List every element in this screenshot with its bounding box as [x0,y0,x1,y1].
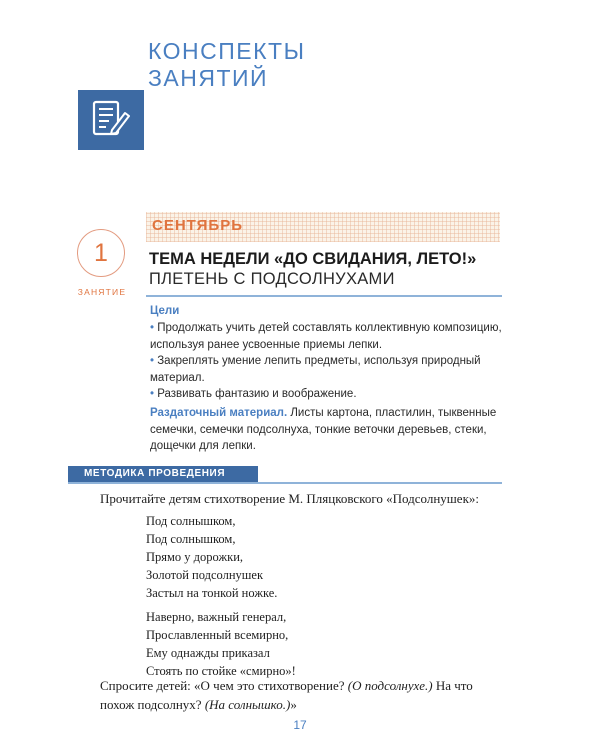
outro-answer: (На солнышко.) [204,697,291,712]
poem-line: Прямо у дорожки, [146,550,244,564]
method-divider [68,482,502,484]
goal-text: Продолжать учить детей составлять коллективную композицию, используя ранее усвоенные приемы лепки. [150,322,502,351]
goal-item [150,386,502,403]
poem-line: Ему однажды приказал [146,646,270,660]
poem-line: Под солнышком, [146,532,236,546]
outro-end: » [290,697,297,712]
lesson-number-label: ЗАНЯТИЕ [77,287,127,297]
section-title-line-1: КОНСПЕКТЫ [148,38,306,64]
outro-answer: (О подсолнухе.) [347,678,433,693]
month-label: СЕНТЯБРЬ [152,217,243,234]
goal-item [150,353,502,386]
material-paragraph [150,405,502,455]
bullet-icon: • [150,388,155,400]
poem-line: Наверно, важный генерал, [146,610,287,624]
method-intro: Прочитайте детям стихотворение М. Пляцковского «Подсолнушек»: [100,491,479,506]
bullet-icon: • [150,355,155,367]
material-text: Листы картона, пластилин, тыквенные семечки, семечки подсолнуха, тонкие веточки деревьев, стеки, дощечки для лепки. [150,407,497,452]
poem-line: Застыл на тонкой ножке. [146,586,278,600]
lesson-number-badge: 1 [77,229,125,277]
outro-text: На что похож подсолнух? [100,678,473,712]
material-label: Раздаточный материал. [150,407,288,419]
goal-item [150,320,502,353]
poem-line: Под солнышком, [146,514,236,528]
week-theme-heading: ТЕМА НЕДЕЛИ «ДО СВИДАНИЯ, ЛЕТО!» [149,250,477,268]
method-heading: МЕТОДИКА ПРОВЕДЕНИЯ [84,468,226,479]
notes-document-icon [78,90,144,150]
section-title [148,38,448,92]
title-divider [146,295,502,297]
method-outro [100,676,504,714]
section-title-line-2: ЗАНЯТИЙ [148,65,269,91]
poem-line: Прославленный всемирно, [146,628,289,642]
goals-heading: Цели [150,305,180,317]
poem-line: Стоять по стойке «смирно»! [146,664,296,678]
goal-text: Развивать фантазию и воображение. [157,388,357,400]
bullet-icon: • [150,322,155,334]
poem-line: Золотой подсолнушек [146,568,264,582]
lesson-title: ПЛЕТЕНЬ С ПОДСОЛНУХАМИ [149,270,395,288]
outro-text: Спросите детей: «О чем это стихотворение? [100,678,345,693]
page-number: 17 [293,718,307,732]
goal-text: Закреплять умение лепить предметы, используя природный материал. [150,355,481,384]
